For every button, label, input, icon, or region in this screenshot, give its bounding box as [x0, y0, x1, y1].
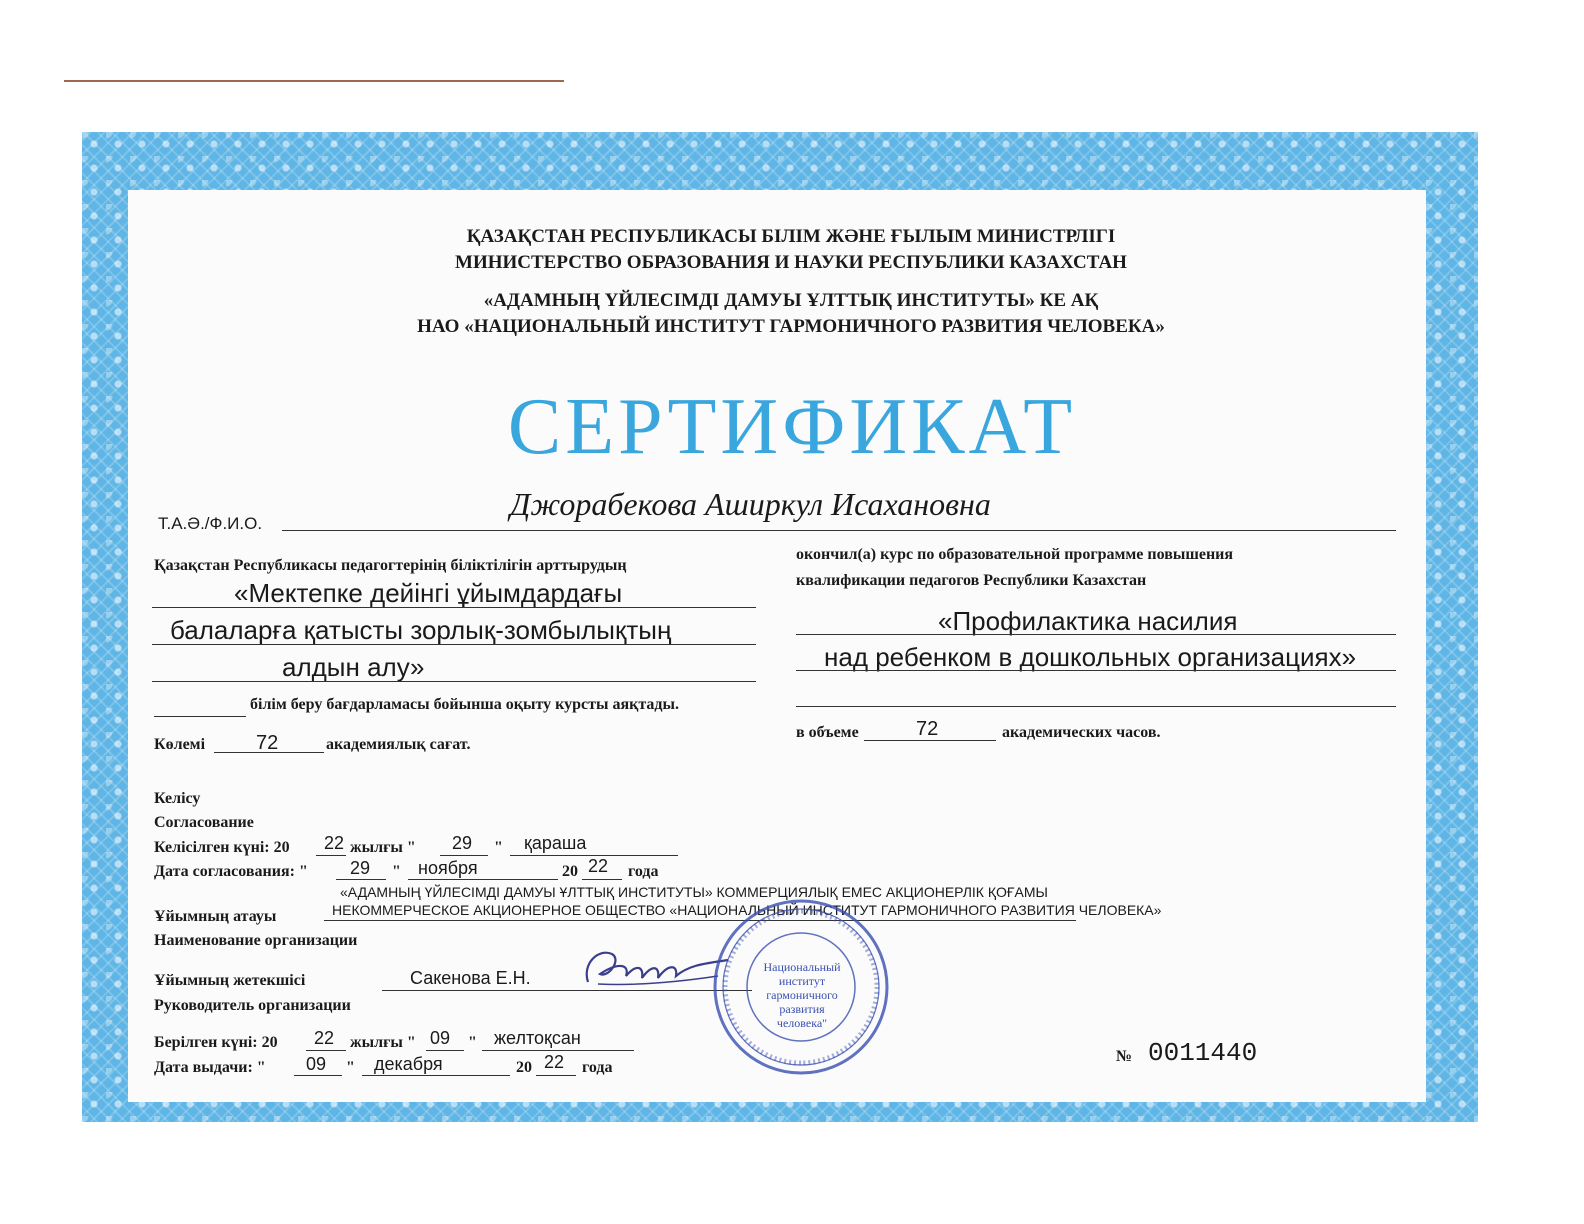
right-intro-line2: квалификации педагогов Республики Казахстан: [796, 572, 1147, 589]
certificate-title: СЕРТИФИКАТ: [507, 383, 1077, 471]
organization-underline: [324, 920, 1076, 921]
left-volume-value: 72: [256, 732, 279, 754]
right-course-line1: «Профилактика насилия: [938, 606, 1238, 636]
left-course-line3: алдын алу»: [282, 652, 425, 682]
serial-number: 0011440: [1148, 1038, 1258, 1068]
seal-line1: Национальный: [763, 960, 841, 974]
official-seal-icon: [712, 898, 890, 1076]
agreement-date-ru-day: 29: [350, 858, 371, 878]
seal-line5: человека": [776, 1016, 828, 1030]
agreement-date-kz-year: 22: [324, 833, 345, 853]
right-volume-unit: академических часов.: [1002, 724, 1161, 741]
agreement-year-underline: [316, 855, 346, 856]
institute-title-kz: «АДАМНЫҢ ҮЙЛЕСІМДІ ДАМУЫ ҰЛТТЫҚ ИНСТИТУТЫ» КЕ АҚ: [483, 290, 1099, 311]
right-blank-underline: [796, 706, 1396, 707]
seal-line2: институт: [778, 974, 826, 988]
agreement-ru-year-underline: [582, 879, 622, 880]
right-volume-label: в объеме: [796, 724, 859, 741]
issue-ru-year-underline: [536, 1075, 576, 1076]
left-intro: Қазақстан Республикасы педагогтерінің біліктілігін арттырудың: [154, 557, 627, 574]
issue-date-kz-label: Берілген күні: 20: [154, 1034, 278, 1051]
issue-date-kz-day-suffix: ": [468, 1034, 477, 1051]
agreement-ru-month-underline: [408, 879, 558, 880]
right-course-underline2: [796, 670, 1396, 671]
agreement-day-underline: [440, 855, 488, 856]
left-course-underline1: [152, 607, 756, 608]
right-course-line2: над ребенком в дошкольных организациях»: [824, 642, 1357, 672]
left-volume-label: Көлемі: [154, 736, 206, 753]
agreement-date-ru-day-suffix: ": [392, 863, 401, 880]
ministry-title-ru: МИНИСТЕРСТВО ОБРАЗОВАНИЯ И НАУКИ РЕСПУБЛИКИ КАЗАХСТАН: [455, 252, 1127, 273]
left-course-line1: «Мектепке дейінгі ұйымдардағы: [234, 578, 623, 608]
seal-line3: гармоничного: [766, 988, 838, 1002]
left-completed-underline: [154, 716, 246, 717]
organization-label-kz: Ұйымның атауы: [154, 908, 277, 925]
issue-date-kz-year-suffix: жылғы ": [350, 1034, 416, 1051]
left-course-underline2: [152, 644, 756, 645]
organization-name-kz: «АДАМНЫҢ ҮЙЛЕСІМДІ ДАМУЫ ҰЛТТЫҚ ИНСТИТУТЫ» КОММЕРЦИЯЛЫҚ ЕМЕС АКЦИОНЕРЛІК ҚОҒАМЫ: [340, 884, 1048, 900]
issue-date-ru-month: декабря: [374, 1054, 443, 1074]
issue-date-ru-year-suffix: года: [582, 1059, 613, 1076]
issue-month-underline: [482, 1050, 634, 1051]
agreement-ru-day-underline: [336, 879, 386, 880]
fio-underline: [282, 530, 1396, 531]
head-label-kz: Ұйымның жетекшісі: [154, 972, 306, 989]
agreement-date-kz-day-suffix: ": [494, 839, 503, 856]
right-volume-value: 72: [916, 718, 939, 740]
fio-label: Т.А.Ә./Ф.И.О.: [158, 514, 263, 533]
issue-ru-month-underline: [362, 1075, 510, 1076]
agreement-date-kz-day: 29: [452, 833, 473, 853]
issue-date-ru-day-suffix: ": [346, 1059, 355, 1076]
agreement-date-kz-month: қараша: [524, 833, 587, 853]
agreement-date-ru-year: 22: [588, 856, 609, 876]
agreement-date-ru-year-prefix: 20: [562, 863, 578, 880]
issue-date-ru-label: Дата выдачи: ": [154, 1059, 266, 1076]
agreement-date-kz-label: Келісілген күні: 20: [154, 839, 290, 856]
issue-date-kz-month: желтоқсан: [494, 1028, 581, 1048]
institute-title-ru: НАО «НАЦИОНАЛЬНЫЙ ИНСТИТУТ ГАРМОНИЧНОГО РАЗВИТИЯ ЧЕЛОВЕКА»: [417, 316, 1165, 337]
issue-year-underline: [306, 1050, 346, 1051]
left-volume-unit: академиялық сағат.: [326, 736, 471, 753]
left-course-line2: балаларға қатысты зорлық-зомбылықтың: [170, 615, 672, 645]
seal-line4: развития: [779, 1002, 825, 1016]
issue-date-kz-day: 09: [430, 1028, 451, 1048]
head-name: Сакенова Е.Н.: [410, 968, 531, 988]
agreement-date-ru-label: Дата согласования: ": [154, 863, 308, 880]
organization-name-ru: НЕКОММЕРЧЕСКОЕ АКЦИОНЕРНОЕ ОБЩЕСТВО «НАЦИОНАЛЬНЫЙ ИНСТИТУТ ГАРМОНИЧНОГО РАЗВИТИЯ ЧЕЛОВЕКА»: [332, 902, 1162, 918]
issue-date-ru-year-prefix: 20: [516, 1059, 532, 1076]
agreement-label-ru: Согласование: [154, 814, 254, 831]
issue-day-underline: [426, 1050, 464, 1051]
left-course-underline3: [152, 681, 756, 682]
serial-label: №: [1116, 1048, 1133, 1065]
right-course-underline1: [796, 634, 1396, 635]
head-label-ru: Руководитель организации: [154, 997, 351, 1014]
issue-date-kz-year: 22: [314, 1028, 335, 1048]
organization-label-ru: Наименование организации: [154, 932, 358, 949]
agreement-date-ru-year-suffix: года: [628, 863, 659, 880]
fio-value: Джорабекова Аширкул Исахановна: [510, 486, 991, 522]
scan-edge-line: [64, 80, 564, 82]
left-completed: білім беру бағдарламасы бойынша оқыту курсты аяқтады.: [250, 696, 680, 713]
ministry-title-kz: ҚАЗАҚСТАН РЕСПУБЛИКАСЫ БІЛІМ ЖӘНЕ ҒЫЛЫМ МИНИСТРЛІГІ: [466, 226, 1116, 247]
issue-date-ru-day: 09: [306, 1054, 327, 1074]
right-intro-line1: окончил(а) курс по образовательной программе повышения: [796, 546, 1234, 563]
agreement-label-kz: Келісу: [154, 790, 201, 807]
issue-ru-day-underline: [294, 1075, 342, 1076]
agreement-date-ru-month: ноября: [418, 858, 478, 878]
agreement-date-kz-year-suffix: жылғы ": [350, 839, 416, 856]
issue-date-ru-year: 22: [544, 1052, 565, 1072]
